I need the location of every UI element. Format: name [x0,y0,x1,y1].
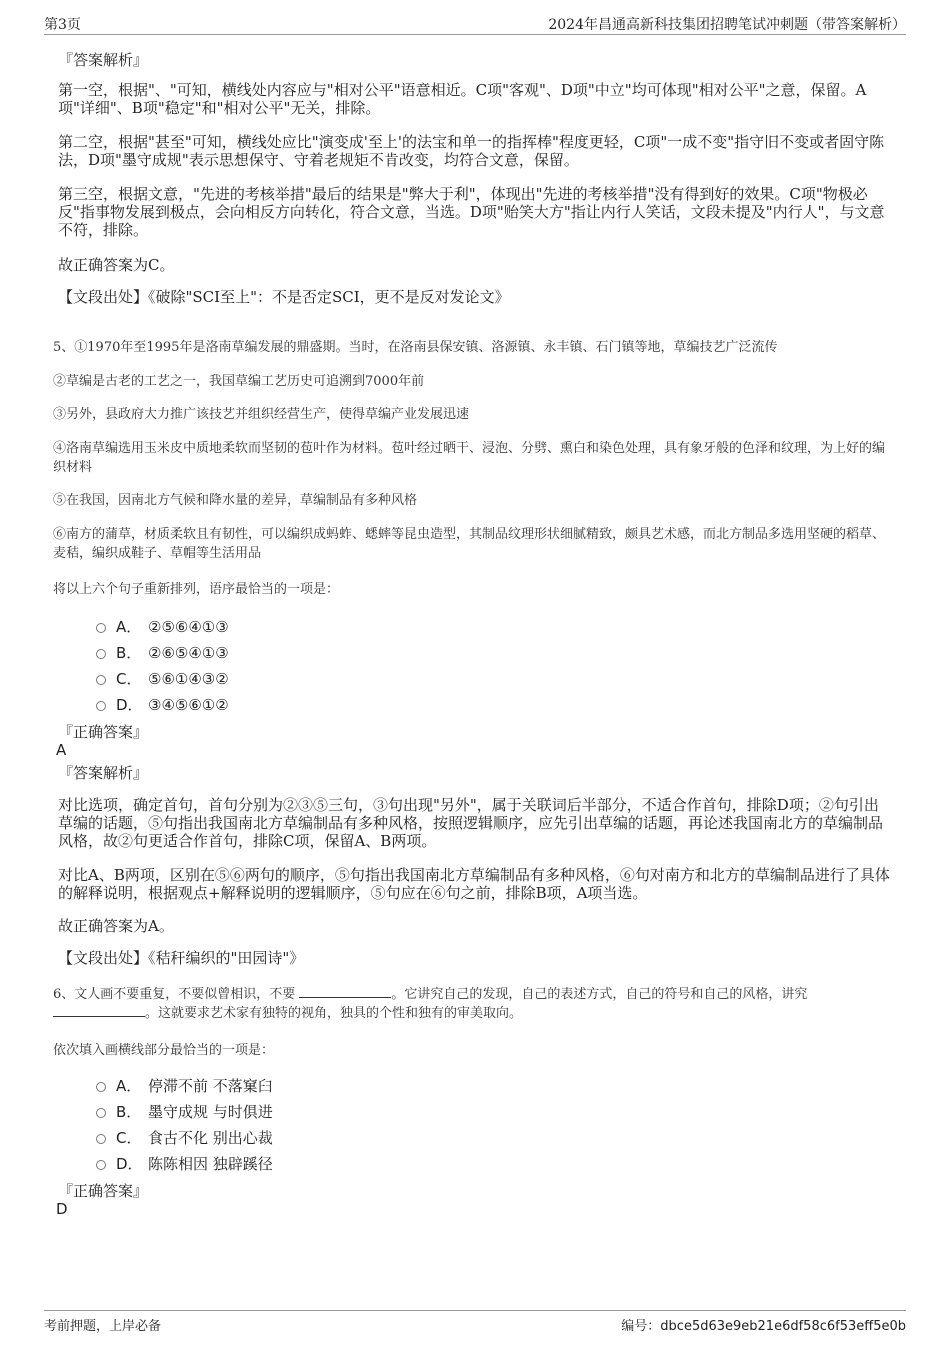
radio-icon[interactable] [96,701,106,711]
q6-option-b[interactable]: B． 墨守成规 与时俱进 [96,1101,273,1121]
q6-option-d[interactable]: D． 陈陈相因 独辟蹊径 [96,1153,273,1173]
document-id: 编号：dbce5d63e9eb21e6df58c6f53eff5e0b [621,1319,906,1334]
radio-icon[interactable] [96,675,106,685]
page-number: 第3页 [44,17,81,33]
q4-analysis-p1: 第一空，根据"、"可知，横线处内容应与"相对公平"语意相近。C项"客观"、D项"中立"均可体现"相对公平"之意，保留。A项"详细"、B项"稳定"和"相对公平"无关，排除。 [58,81,867,117]
q5-conclusion: 故正确答案为A。 [58,917,174,935]
radio-icon[interactable] [96,623,106,633]
document-title: 2024年昌通高新科技集团招聘笔试冲刺题（带答案解析） [548,17,906,33]
q5-analysis-p1: 对比选项，确定首句，首句分别为②③⑤三句，③句出现"另外"，属于关联词后半部分，不适合作首句，排除D项；②句引出草编的话题，⑤句指出我国南北方草编制品有多种风格，按照逻辑顺序，应先引出草编的话题，再论述我国南北方的草编制品风格，故②句更适合作首句，排除C项，保留A、B两项。 [58,796,884,850]
q5-sentence-1: 5、①1970年至1995年是洛南草编发展的鼎盛期。当时，在洛南县保安镇、洛源镇、永丰镇、石门镇等地，草编技艺广泛流传 [53,340,778,355]
q4-source: 【文段出处】《破除"SCI至上"：不是否定SCI，更不是反对发论文》 [58,288,510,306]
q5-option-b[interactable]: B． ②⑥⑤④①③ [96,642,229,662]
radio-icon[interactable] [96,649,106,659]
q5-sentence-2: ②草编是古老的工艺之一，我国草编工艺历史可追溯到7000年前 [53,374,425,389]
q6-stem: 6、文人画不要重复，不要似曾相识，不要 。它讲究自己的发现，自己的表述方式，自己的符号和自己的风格，讲究 。这就要求艺术家有独特的视角，独具的个性和独有的审美取向。 [53,987,808,1021]
q5-source: 【文段出处】《秸秆编织的"田园诗"》 [58,949,305,967]
q5-answer-label: 『正确答案』 [58,723,149,741]
q5-option-d[interactable]: D． ③④⑤⑥①② [96,694,229,714]
q5-sentence-3: ③另外，县政府大力推广该技艺并组织经营生产，使得草编产业发展迅速 [53,407,470,422]
q5-answer: A [56,741,67,759]
q5-option-a[interactable]: A． ②⑤⑥④①③ [96,616,229,636]
q5-prompt: 将以上六个句子重新排列，语序最恰当的一项是： [53,582,340,597]
footer-slogan: 考前押题，上岸必备 [44,1319,162,1334]
q6-answer: D [56,1200,68,1218]
q5-option-c[interactable]: C． ⑤⑥①④③② [96,668,229,688]
q6-option-c[interactable]: C． 食古不化 别出心裁 [96,1127,273,1147]
q4-analysis-label: 『答案解析』 [58,51,149,69]
radio-icon[interactable] [96,1160,106,1170]
q6-answer-label: 『正确答案』 [58,1182,149,1200]
q5-analysis-label: 『答案解析』 [58,764,149,782]
blank-line-2 [53,1004,145,1017]
radio-icon[interactable] [96,1082,106,1092]
q5-sentence-6: ⑥南方的蒲草，材质柔软且有韧性，可以编织成蚂蚱、蟋蟀等昆虫造型，其制品纹理形状细腻精致，颇具艺术感，而北方制品多选用坚硬的稻草、麦秸，编织成鞋子、草帽等生活用品 [53,527,886,561]
q4-analysis-p2: 第二空，根据"甚至"可知，横线处应比"演变成'至上'的法宝和单一的指挥棒"程度更轻，C项"一成不变"指守旧不变或者固守陈法，D项"墨守成规"表示思想保守、守着老规矩不肯改变，均符合文意，保留。 [58,133,885,169]
q6-option-a[interactable]: A． 停滞不前 不落窠臼 [96,1075,273,1095]
q5-analysis-p2: 对比A、B两项，区别在⑤⑥两句的顺序，⑤句指出我国南北方草编制品有多种风格，⑥句对南方和北方的草编制品进行了具体的解释说明，根据观点+解释说明的逻辑顺序，⑤句应在⑥句之前，排除B项，A项当选。 [58,866,890,902]
blank-line-1 [299,985,391,998]
q5-sentence-5: ⑤在我国，因南北方气候和降水量的差异，草编制品有多种风格 [53,493,418,508]
page-header [44,12,906,35]
radio-icon[interactable] [96,1108,106,1118]
radio-icon[interactable] [96,1134,106,1144]
q4-analysis-p3: 第三空，根据文意，"先进的考核举措"最后的结果是"弊大于利"，体现出"先进的考核举措"没有得到好的效果。C项"物极必反"指事物发展到极点，会向相反方向转化，符合文意，当选。D项"贻笑大方"指让内行人笑话，文段未提及"内行人"，与文意不符，排除。 [58,185,885,239]
page-footer [44,1310,906,1333]
q6-prompt: 依次填入画横线部分最恰当的一项是： [53,1043,275,1058]
q5-sentence-4: ④洛南草编选用玉米皮中质地柔软而坚韧的苞叶作为材料。苞叶经过晒干、浸泡、分劈、熏白和染色处理，具有象牙般的色泽和纹理，为上好的编织材料 [53,441,886,475]
q4-conclusion: 故正确答案为C。 [58,256,175,274]
